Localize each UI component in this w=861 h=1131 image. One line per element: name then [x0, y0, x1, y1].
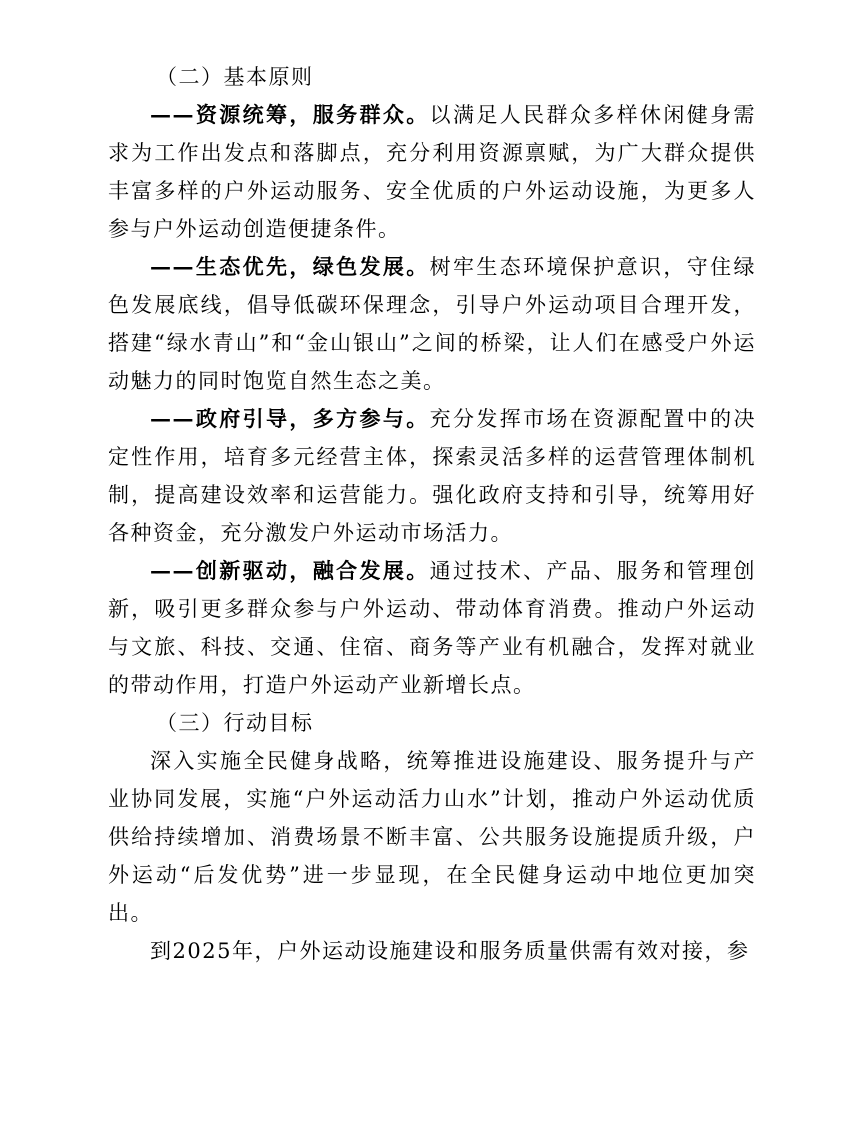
section-heading-action-goals: （三）行动目标 — [156, 711, 314, 735]
principle-paragraph-innovation-driven — [108, 552, 756, 704]
principle-lead-innovation-driven: ——创新驱动，融合发展。 — [150, 558, 430, 583]
principle-text-resource-coordination: 以满足人民群众多样休闲健身需求为工作出发点和落脚点，充分利用资源禀赋，为广大群众提供丰富多样的户外运动服务、安全优质的户外运动设施，为更多人参与户外运动创造便捷条件。 — [108, 103, 756, 241]
principle-text-government-guidance: 充分发挥市场在资源配置中的决定性作用，培育多元经营主体，探索灵活多样的运营管理体制机制，提高建设效率和运营能力。强化政府支持和引导，统筹用好各种资金，充分激发户外运动市场活力。 — [108, 407, 756, 545]
principle-text-innovation-driven: 通过技术、产品、服务和管理创新，吸引更多群众参与户外运动、带动体育消费。推动户外运动与文旅、科技、交通、住宿、商务等产业有机融合，发挥对就业的带动作用，打造户外运动产业新增长点。 — [108, 559, 756, 697]
principle-lead-resource-coordination: ——资源统筹，服务群众。 — [150, 102, 430, 127]
principle-lead-ecology-first: ——生态优先，绿色发展。 — [150, 254, 430, 279]
principle-lead-government-guidance: ——政府引导，多方参与。 — [150, 406, 430, 431]
goals-text-overview: 深入实施全民健身战略，统筹推进设施建设、服务提升与产业协同发展，实施“户外运动活力山水”计划，推动户外运动优质供给持续增加、消费场景不断丰富、公共服务设施提质升级，户外运动“后发优势”进一步显现，在全民健身运动中地位更加突出。 — [108, 749, 756, 925]
principle-paragraph-resource-coordination — [108, 96, 756, 248]
principle-text-ecology-first: 树牢生态环境保护意识，守住绿色发展底线，倡导低碳环保理念，引导户外运动项目合理开发，搭建“绿水青山”和“金山银山”之间的桥梁，让人们在感受户外运动魅力的同时饱览自然生态之美。 — [108, 255, 756, 393]
document-body — [108, 58, 756, 970]
principle-paragraph-government-guidance — [108, 400, 756, 552]
goals-text-2025: 到2025年，户外运动设施建设和服务质量供需有效对接，参 — [150, 939, 750, 963]
goals-paragraph-overview — [108, 742, 756, 932]
goals-paragraph-2025 — [108, 932, 756, 970]
section-heading-basic-principles: （二）基本原则 — [156, 65, 314, 89]
principle-paragraph-ecology-first — [108, 248, 756, 400]
